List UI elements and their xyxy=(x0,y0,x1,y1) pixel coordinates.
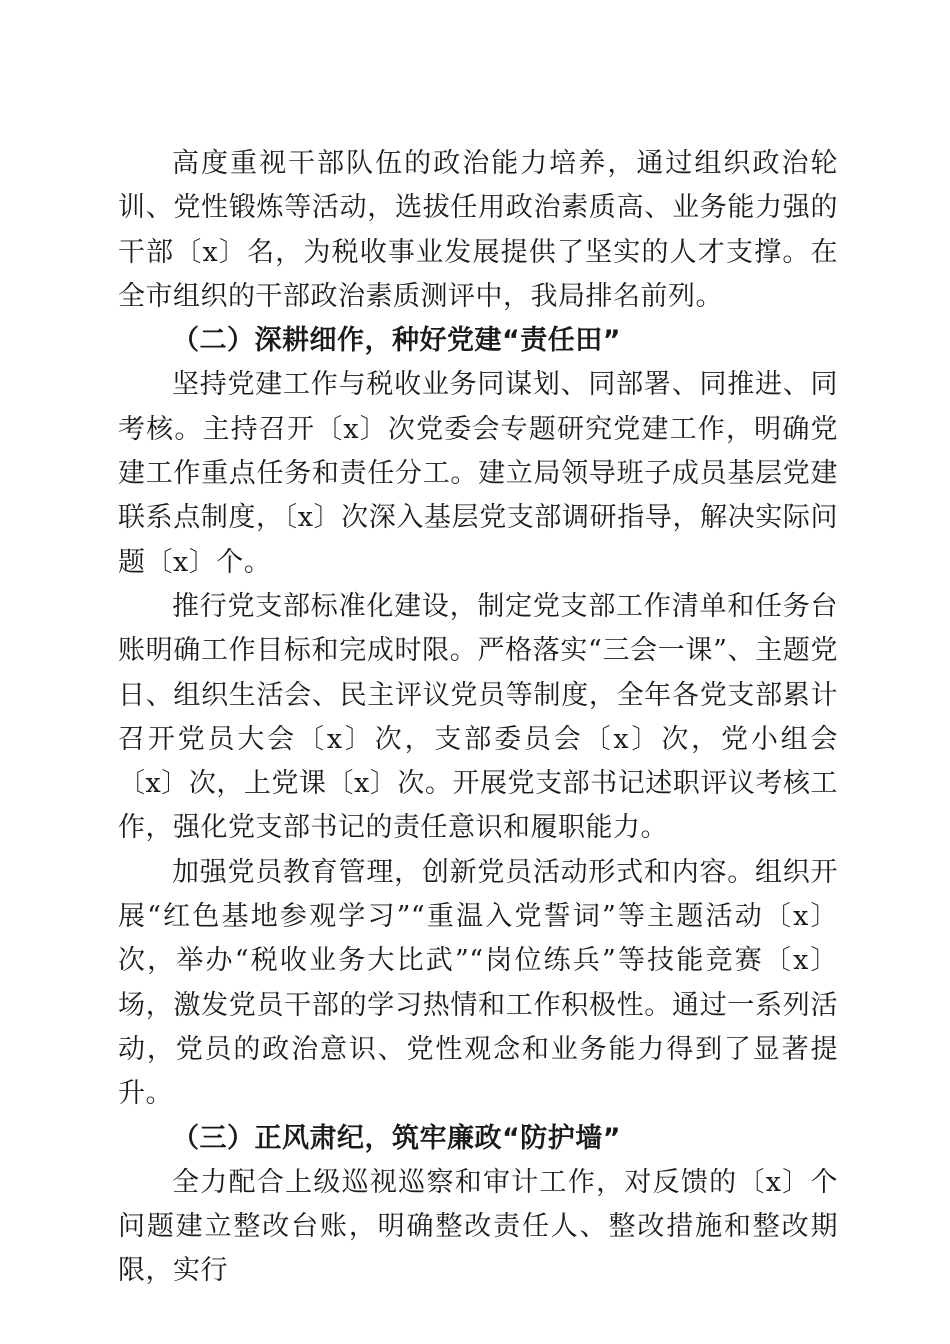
section-heading-3: （三）正风肃纪，筑牢廉政“防护墙” xyxy=(172,1122,621,1154)
document-body xyxy=(118,142,838,1294)
paragraph-inspection-rectification: 全力配合上级巡视巡察和审计工作，对反馈的〔x〕个问题建立整改台账，明确整改责任人、整改措施和整改期限，实行 xyxy=(118,1166,838,1287)
paragraph-branch-standardization: 推行党支部标准化建设，制定党支部工作清单和任务台账明确工作目标和完成时限。严格落实“三会一课”、主题党日、组织生活会、民主评议党员等制度，全年各党支部累计召开党员大会〔x〕次，支部委员会〔x〕次，党小组会〔x〕次，上党课〔x〕次。开展党支部书记述职评议考核工作，强化党支部书记的责任意识和履职能力。 xyxy=(118,590,838,844)
paragraph-cadre-training: 高度重视干部队伍的政治能力培养，通过组织政治轮训、党性锻炼等活动，选拔任用政治素质高、业务能力强的干部〔x〕名，为税收事业发展提供了坚实的人才支撑。在全市组织的干部政治素质测评中，我局排名前列。 xyxy=(118,148,838,312)
paragraph-party-building-planning: 坚持党建工作与税收业务同谋划、同部署、同推进、同考核。主持召开〔x〕次党委会专题研究党建工作，明确党建工作重点任务和责任分工。建立局领导班子成员基层党建联系点制度，〔x〕次深入基层党支部调研指导，解决实际问题〔x〕个。 xyxy=(118,369,838,578)
section-heading-2: （二）深耕细作，种好党建“责任田” xyxy=(172,325,621,357)
paragraph-member-education: 加强党员教育管理，创新党员活动形式和内容。组织开展“红色基地参观学习”“重温入党誓词”等主题活动〔x〕次，举办“税收业务大比武”“岗位练兵”等技能竞赛〔x〕场，激发党员干部的学习热情和工作积极性。通过一系列活动，党员的政治意识、党性观念和业务能力得到了显著提升。 xyxy=(118,856,838,1110)
